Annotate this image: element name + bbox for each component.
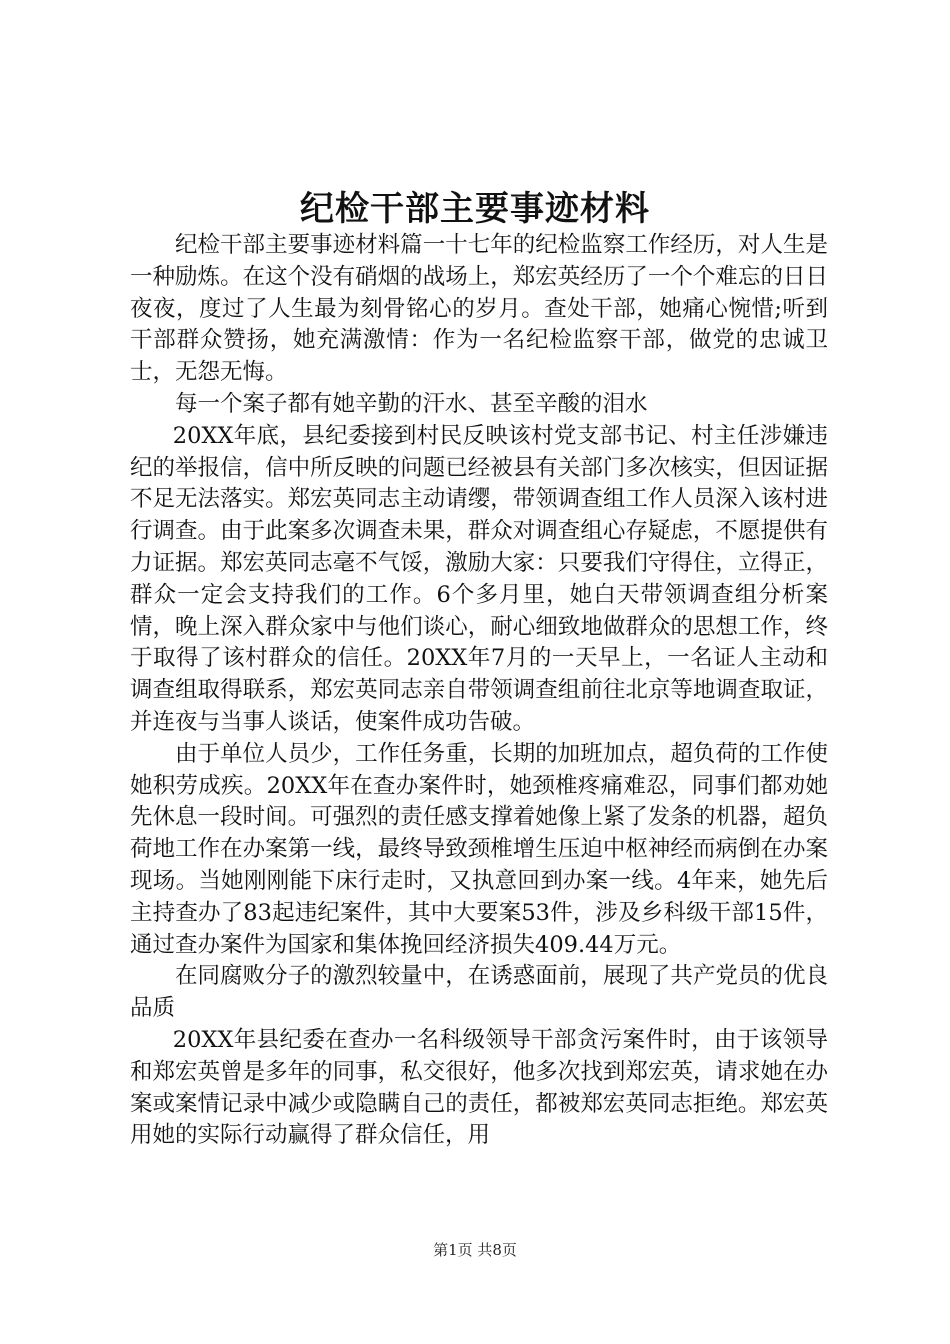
document-body [130,230,828,1152]
document-title: 纪检干部主要事迹材料 [300,189,650,229]
paragraph-overwork: 由于单位人员少，工作任务重，长期的加班加点，超负荷的工作使她积劳成疾。20XX年在查办案件时，她颈椎疼痛难忍，同事们都劝她先休息一段时间。可强烈的责任感支撑着她像上紧了发条的机器，超负荷地工作在办案第一线，最终导致颈椎增生压迫中枢神经而病倒在办案现场。当她刚刚能下床行走时，又执意回到办案一线。4年来，她先后主持查办了83起违纪案件，其中大要案53件，涉及乡科级干部15件，通过查办案件为国家和集体挽回经济损失409.44万元。 [130,740,828,958]
section-heading-case-work: 每一个案子都有她辛勤的汗水、甚至辛酸的泪水 [175,390,648,417]
paragraph-integrity-story: 20XX年县纪委在查办一名科级领导干部贪污案件时，由于该领导和郑宏英曾是多年的同事，私交很好，他多次找到郑宏英，请求她在办案或案情记录中减少或隐瞒自己的责任，都被郑宏英同志拒绝。郑宏英用她的实际行动赢得了群众信任，用 [130,1026,828,1149]
paragraph-case-story: 20XX年底，县纪委接到村民反映该村党支部书记、村主任涉嫌违纪的举报信，信中所反映的问题已经被县有关部门多次核实，但因证据不足无法落实。郑宏英同志主动请缨，带领调查组工作人员深入该村进行调查。由于此案多次调查未果，群众对调查组心存疑虑，不愿提供有力证据。郑宏英同志毫不气馁，激励大家：只要我们守得住，立得正，群众一定会支持我们的工作。6个多月里，她白天带领调查组分析案情，晚上深入群众家中与他们谈心，耐心细致地做群众的思想工作，终于取得了该村群众的信任。20XX年7月的一天早上，一名证人主动和调查组取得联系，郑宏英同志亲自带领调查组前往北京等地调查取证，并连夜与当事人谈话，使案件成功告破。 [130,422,828,735]
paragraph-intro: 纪检干部主要事迹材料篇一十七年的纪检监察工作经历，对人生是一种励炼。在这个没有硝烟的战场上，郑宏英经历了一个个难忘的日日夜夜，度过了人生最为刻骨铭心的岁月。查处干部，她痛心惋惜;听到干部群众赞扬，她充满激情：作为一名纪检监察干部，做党的忠诚卫士，无怨无悔。 [130,232,828,386]
page-number-footer: 第1页 共8页 [433,1241,517,1259]
section-heading-integrity: 在同腐败分子的激烈较量中，在诱惑面前，展现了共产党员的优良品质 [130,963,828,1022]
